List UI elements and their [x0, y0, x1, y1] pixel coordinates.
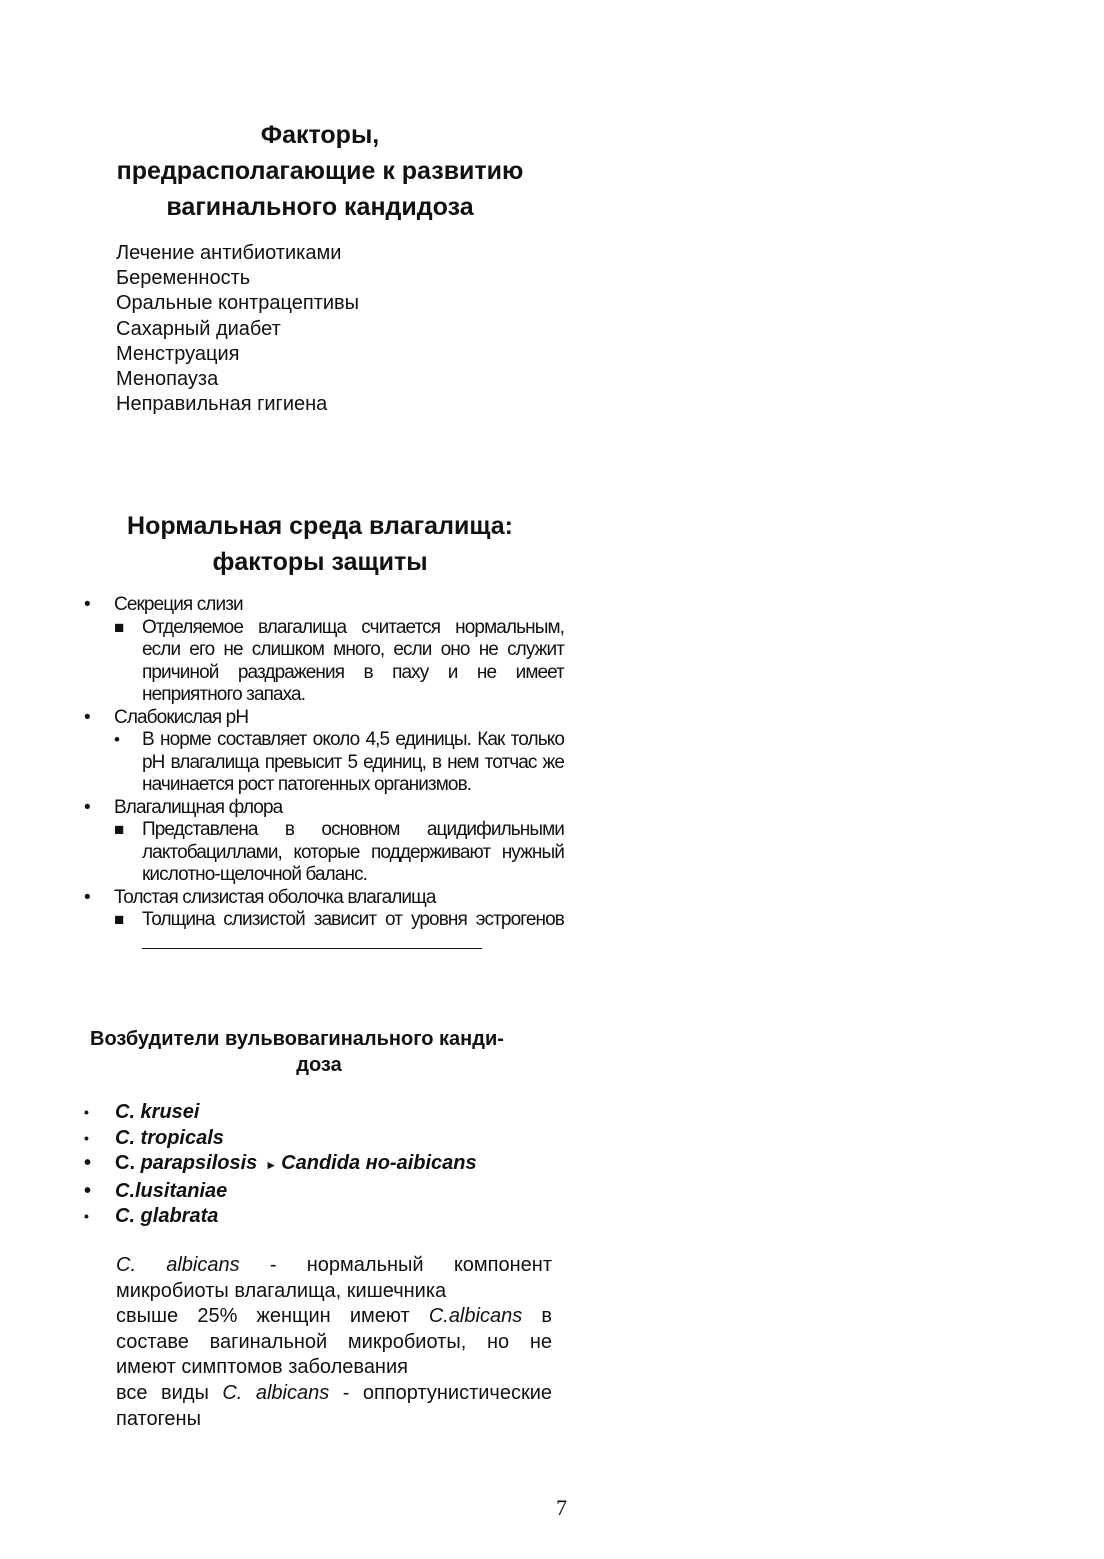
- paragraph-text: свыше 25% женщин имеют: [116, 1305, 429, 1328]
- bullet-icon: •: [84, 796, 91, 818]
- sub-item-text: Толщина слизистой зависит от уровня эстрогенов: [142, 909, 564, 930]
- underline-divider: [142, 932, 482, 949]
- section2-title-line: факторы защиты: [212, 548, 428, 576]
- predisposing-factors-list: [116, 241, 359, 417]
- bullet-icon: •: [84, 1152, 92, 1174]
- square-bullet-icon: ■: [114, 820, 125, 839]
- list-item: [84, 1100, 477, 1126]
- species-name: C.lusitaniae: [115, 1179, 228, 1202]
- species-name: C. krusei: [115, 1101, 200, 1123]
- section1-title: [60, 117, 580, 225]
- paragraph-text: все виды: [116, 1381, 223, 1404]
- species-name: C. tropicals: [115, 1126, 224, 1149]
- species-name: C. glabrata: [115, 1205, 219, 1227]
- square-bullet-icon: ■: [114, 910, 125, 929]
- list-item: [84, 1204, 477, 1230]
- list-item: [84, 707, 564, 797]
- paragraph-text: в составе вагинальной микробиоты, но не имеют симптомов заболевания: [116, 1305, 552, 1379]
- item-label: Толстая слизистая оболочка влагалища: [114, 886, 436, 908]
- sub-item: [114, 819, 564, 887]
- list-item: [84, 594, 564, 707]
- sub-item-text: В норме составляет около 4,5 единицы. Как только рН влагалища превысит 5 единиц, в нем тотчас же начинается рост патогенных организмов.: [142, 729, 564, 795]
- list-item: Оральные контрацептивы: [116, 292, 360, 315]
- section3-title-line: доза: [296, 1054, 342, 1076]
- list-item: Лечение антибиотиками: [116, 242, 342, 264]
- list-item: Менопауза: [116, 368, 219, 391]
- paragraph-line: [116, 1381, 552, 1432]
- bullet-icon: •: [84, 706, 91, 728]
- species-name: C.albicans: [428, 1305, 523, 1328]
- pathogen-species-list: [84, 1100, 477, 1230]
- protection-factors-list: [84, 594, 564, 955]
- paragraph-line: [116, 1253, 552, 1304]
- species-prefix: C.: [115, 1152, 141, 1174]
- sub-item: [114, 909, 564, 955]
- list-item: [84, 1179, 477, 1205]
- albicans-paragraph: [116, 1253, 552, 1432]
- list-item: Сахарный диабет: [116, 317, 281, 340]
- species-note: Candida но-aibicans: [281, 1152, 477, 1174]
- list-item: [84, 887, 564, 956]
- bullet-icon: •: [84, 1179, 92, 1202]
- section3-title: [88, 1026, 550, 1078]
- section2-title: [60, 508, 580, 580]
- section3-title-line: Возбудители вульвовагинального канди-: [90, 1028, 504, 1050]
- sub-item-text: Отделяемое влагалища считается нормальным, если его не слишком много, если оно не служит причиной раздражения в паху и не имеет неприятного запаха.: [142, 616, 564, 705]
- list-item: [84, 1151, 477, 1179]
- paragraph-text: - нормальный компонент микробиоты влагалища, кишечника: [116, 1254, 553, 1302]
- paragraph-text: - оппортунистические патогены: [116, 1381, 552, 1430]
- species-name: C. albicans: [222, 1381, 330, 1404]
- page-number: 7: [556, 1495, 567, 1520]
- section1-title-line: предрасполагающие к развитию: [116, 157, 524, 185]
- bullet-icon: •: [84, 1104, 89, 1120]
- section1-title-line: вагинального кандидоза: [166, 193, 474, 221]
- list-item: [84, 797, 564, 887]
- species-name: parapsilosis: [140, 1152, 258, 1174]
- bullet-icon: •: [84, 886, 91, 908]
- bullet-icon: •: [84, 594, 91, 615]
- sub-item: [114, 729, 564, 797]
- item-label: Влагалищная флора: [114, 796, 283, 818]
- list-item: Менструация: [116, 342, 240, 365]
- list-item: Беременность: [116, 267, 251, 290]
- section2-title-line: Нормальная среда влагалища:: [127, 512, 513, 540]
- item-label: Секреция слизи: [114, 594, 243, 615]
- list-item: [84, 1126, 477, 1152]
- bullet-icon: •: [114, 730, 120, 749]
- section1-title-line: Факторы,: [260, 121, 380, 149]
- item-label: Слабокислая рН: [114, 706, 249, 728]
- sub-item-text: Представлена в основном ацидифильными лактобациллами, которые поддерживают нужный кислотно-щелочной баланс.: [142, 819, 564, 885]
- sub-item: [114, 617, 564, 707]
- square-bullet-icon: ■: [114, 617, 125, 637]
- paragraph-line: [116, 1304, 552, 1381]
- bullet-icon: •: [84, 1129, 89, 1146]
- species-name: C. albicans: [116, 1254, 240, 1276]
- arrow-right-icon: ►: [265, 1158, 278, 1172]
- list-item: Неправильная гигиена: [116, 393, 328, 416]
- bullet-icon: •: [84, 1208, 89, 1224]
